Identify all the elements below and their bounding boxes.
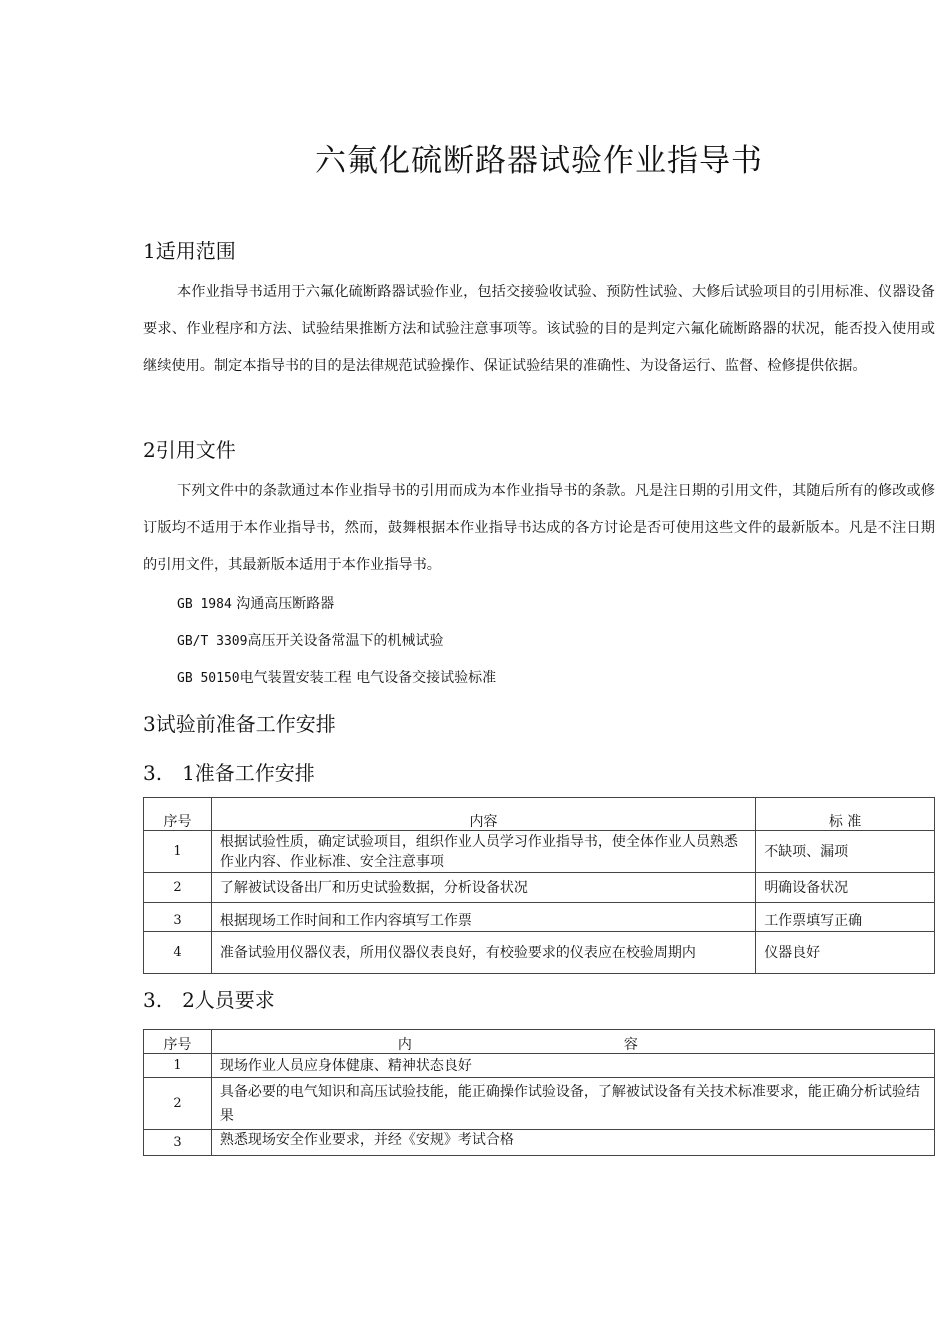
header-number: 序号 bbox=[144, 798, 212, 831]
row-content: 准备试验用仪器仪表，所用仪器仪表良好，有校验要求的仪表应在校验周期内 bbox=[211, 932, 755, 974]
reference-code: GB 1984 bbox=[177, 597, 232, 612]
row-standard: 工作票填写正确 bbox=[756, 903, 935, 932]
row-content: 熟悉现场安全作业要求，并经《安规》考试合格 bbox=[211, 1130, 934, 1156]
header-content-part-1: 内 bbox=[397, 1037, 412, 1053]
reference-item bbox=[177, 630, 443, 650]
section-2-heading: 2引用文件 bbox=[143, 438, 236, 462]
header-content: 内容 bbox=[211, 798, 755, 831]
preparation-table bbox=[143, 797, 935, 974]
reference-name: 电气装置安装工程 电气设备交接试验标准 bbox=[239, 670, 497, 686]
reference-name: 高压开关设备常温下的机械试验 bbox=[247, 633, 444, 649]
row-number: 4 bbox=[144, 932, 212, 974]
row-number: 2 bbox=[144, 1078, 212, 1130]
table-row bbox=[144, 1130, 935, 1156]
subsection-3-1-heading: 3. 1准备工作安排 bbox=[143, 761, 315, 785]
row-number: 3 bbox=[144, 903, 212, 932]
document-title: 六氟化硫断路器试验作业指导书 bbox=[315, 143, 763, 179]
section-3-heading: 3试验前准备工作安排 bbox=[143, 712, 336, 736]
row-number: 1 bbox=[144, 1054, 212, 1078]
section-1-text: 本作业指导书适用于六氟化硫断路器试验作业，包括交接验收试验、预防性试验、大修后试验项目的引用标准、仪器设备要求、作业程序和方法、试验结果推断方法和试验注意事项等。该试验的目的是判定六氟化硫断路器的状况，能否投入使用或继续使用。制定本指导书的目的是法律规范试验操作、保证试验结果的准确性、为设备运行、监督、检修提供依据。 bbox=[143, 284, 935, 374]
header-content bbox=[211, 1030, 934, 1054]
table-row bbox=[144, 1054, 935, 1078]
row-standard: 明确设备状况 bbox=[756, 873, 935, 903]
reference-code: GB/T 3309 bbox=[177, 634, 248, 649]
row-standard: 仪器良好 bbox=[756, 932, 935, 974]
table-row bbox=[144, 831, 935, 873]
table-row bbox=[144, 1078, 935, 1130]
row-number: 1 bbox=[144, 831, 212, 873]
table-header-row bbox=[144, 1030, 935, 1054]
header-standard: 标 准 bbox=[756, 798, 935, 831]
row-content: 具备必要的电气知识和高压试验技能，能正确操作试验设备，了解被试设备有关技术标准要求，能正确分析试验结果 bbox=[211, 1078, 934, 1130]
row-standard: 不缺项、漏项 bbox=[756, 831, 935, 873]
table-row bbox=[144, 873, 935, 903]
header-number: 序号 bbox=[144, 1030, 212, 1054]
personnel-table bbox=[143, 1029, 935, 1156]
row-content: 现场作业人员应身体健康、精神状态良好 bbox=[211, 1054, 934, 1078]
table-row bbox=[144, 903, 935, 932]
subsection-3-2-heading: 3. 2人员要求 bbox=[143, 988, 275, 1012]
reference-item bbox=[177, 667, 496, 687]
header-content-part-2: 容 bbox=[623, 1037, 638, 1053]
table-header-row bbox=[144, 798, 935, 831]
row-content: 根据试验性质，确定试验项目，组织作业人员学习作业指导书，使全体作业人员熟悉作业内容、作业标准、安全注意事项 bbox=[211, 831, 755, 873]
reference-code: GB 50150 bbox=[177, 671, 240, 686]
row-number: 2 bbox=[144, 873, 212, 903]
reference-name: 沟通高压断路器 bbox=[236, 596, 335, 612]
reference-item bbox=[177, 593, 334, 613]
section-1-heading: 1适用范围 bbox=[143, 239, 236, 263]
table-row bbox=[144, 932, 935, 974]
row-number: 3 bbox=[144, 1130, 212, 1156]
row-content: 根据现场工作时间和工作内容填写工作票 bbox=[211, 903, 755, 932]
row-content: 了解被试设备出厂和历史试验数据，分析设备状况 bbox=[211, 873, 755, 903]
section-2-text: 下列文件中的条款通过本作业指导书的引用而成为本作业指导书的条款。凡是注日期的引用文件，其随后所有的修改或修订版均不适用于本作业指导书，然而，鼓舞根据本作业指导书达成的各方讨论是否可使用这些文件的最新版本。凡是不注日期的引用文件，其最新版本适用于本作业指导书。 bbox=[143, 483, 935, 573]
